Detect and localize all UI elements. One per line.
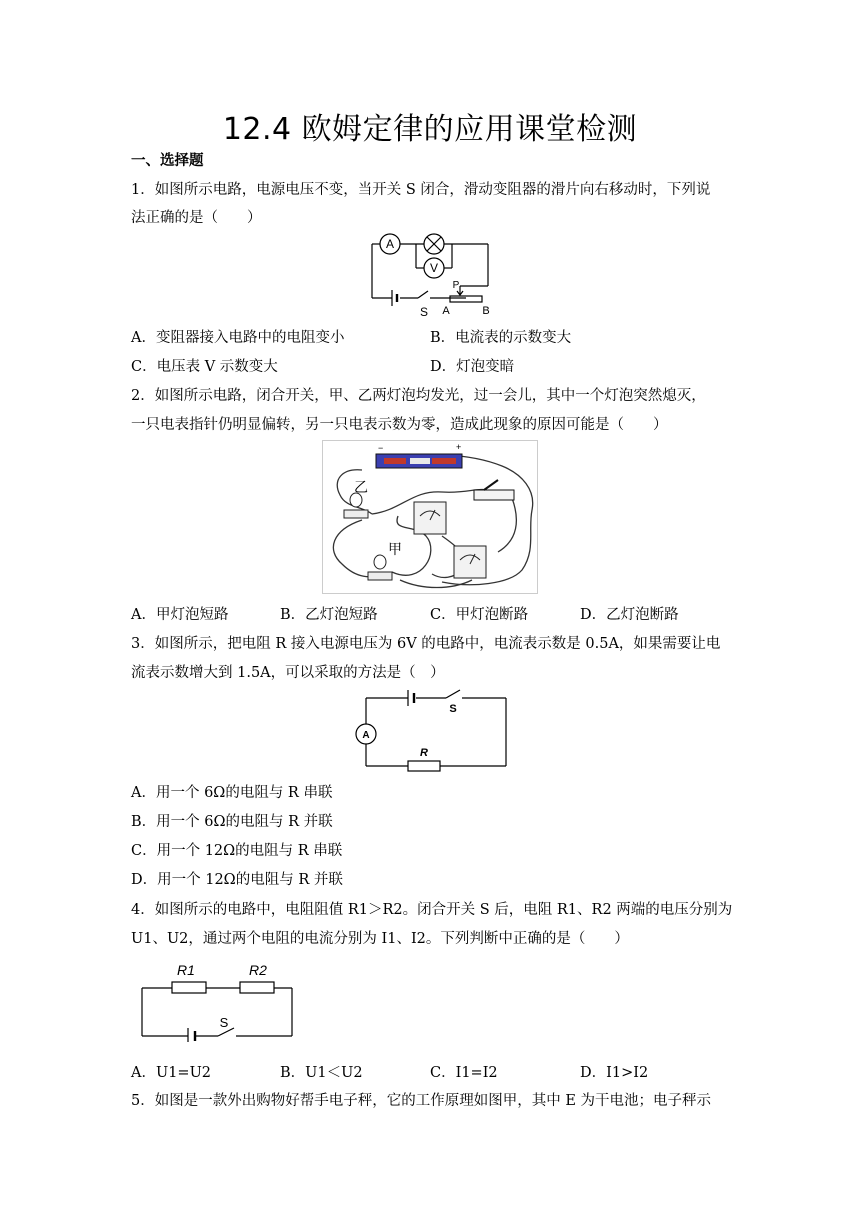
- q2-circuit-picture: [322, 440, 538, 594]
- q4-stem-line1: 4．如图所示的电路中，电阻阻值 R1＞R2。闭合开关 S 后，电阻 R1、R2 两端的电压分别为: [131, 902, 733, 918]
- q3-stem-line2: 流表示数增大到 1.5A，可以采取的方法是（ ）: [131, 665, 445, 681]
- q5-stem-line1: 5．如图是一款外出购物好帮手电子秤，它的工作原理如图甲，其中 E 为干电池；电子秤示: [131, 1093, 712, 1109]
- q1-option-a: A．变阻器接入电路中的电阻变小: [131, 330, 345, 346]
- q3-resistor-label: R: [420, 747, 428, 759]
- q2-option-a: A．甲灯泡短路: [131, 607, 229, 623]
- q1-option-c: C．电压表 V 示数变大: [131, 359, 278, 375]
- q2-lamp-yi-label: 乙: [354, 479, 368, 495]
- q2-plus-label: +: [456, 442, 462, 452]
- q3-circuit-diagram: [350, 688, 514, 774]
- q4-option-c: C．I1=I2: [430, 1065, 498, 1081]
- q1-ammeter-label: A: [385, 237, 395, 251]
- q1-stem-line1: 1．如图所示电路，电源电压不变，当开关 S 闭合，滑动变阻器的滑片向右移动时，下列说: [131, 182, 711, 198]
- q2-option-d: D．乙灯泡断路: [580, 607, 679, 623]
- q1-switch-label: S: [419, 305, 429, 318]
- q2-lamp-jia-label: 甲: [388, 541, 402, 557]
- q3-option-b: B．用一个 6Ω的电阻与 R 并联: [131, 814, 333, 830]
- q1-point-b-label: B: [482, 305, 490, 317]
- q1-option-b: B．电流表的示数变大: [430, 330, 572, 346]
- q2-option-b: B．乙灯泡短路: [280, 607, 378, 623]
- q2-stem-line1: 2．如图所示电路，闭合开关，甲、乙两灯泡均发光，过一会儿，其中一个灯泡突然熄灭，: [131, 388, 706, 404]
- q4-circuit-diagram: [138, 958, 298, 1042]
- page-title: 12.4 欧姆定律的应用课堂检测: [222, 112, 638, 147]
- q3-option-d: D．用一个 12Ω的电阻与 R 并联: [131, 872, 343, 888]
- q1-voltmeter-label: V: [429, 261, 439, 275]
- q1-circuit-diagram: [366, 232, 492, 318]
- q4-r1-label: R1: [177, 962, 195, 978]
- q4-option-b: B．U1＜U2: [280, 1065, 363, 1081]
- q2-stem-line2: 一只电表指针仍明显偏转，另一只电表示数为零，造成此现象的原因可能是（ ）: [131, 417, 668, 433]
- q3-option-a: A．用一个 6Ω的电阻与 R 串联: [131, 785, 333, 801]
- q3-switch-label: S: [449, 703, 457, 715]
- q4-stem-line2: U1、U2，通过两个电阻的电流分别为 I1、I2。下列判断中正确的是（ ）: [131, 931, 629, 947]
- q2-option-c: C．甲灯泡断路: [430, 607, 529, 623]
- q3-stem-line1: 3．如图所示，把电阻 R 接入电源电压为 6V 的电路中，电流表示数是 0.5A，如果需要让电: [131, 636, 721, 652]
- q4-option-a: A．U1=U2: [131, 1065, 212, 1081]
- q3-ammeter-label: A: [362, 730, 370, 741]
- q1-point-a-label: A: [442, 305, 450, 317]
- q4-option-d: D．I1>I2: [580, 1065, 649, 1081]
- q1-option-d: D．灯泡变暗: [430, 359, 515, 375]
- q1-slider-label: P: [452, 280, 460, 291]
- section-heading: 一、选择题: [131, 152, 204, 169]
- q4-switch-label: S: [219, 1015, 229, 1030]
- q1-stem-line2: 法正确的是（ ）: [131, 210, 262, 226]
- q4-r2-label: R2: [249, 962, 267, 978]
- q2-minus-label: −: [378, 443, 384, 453]
- q3-option-c: C．用一个 12Ω的电阻与 R 串联: [131, 843, 343, 859]
